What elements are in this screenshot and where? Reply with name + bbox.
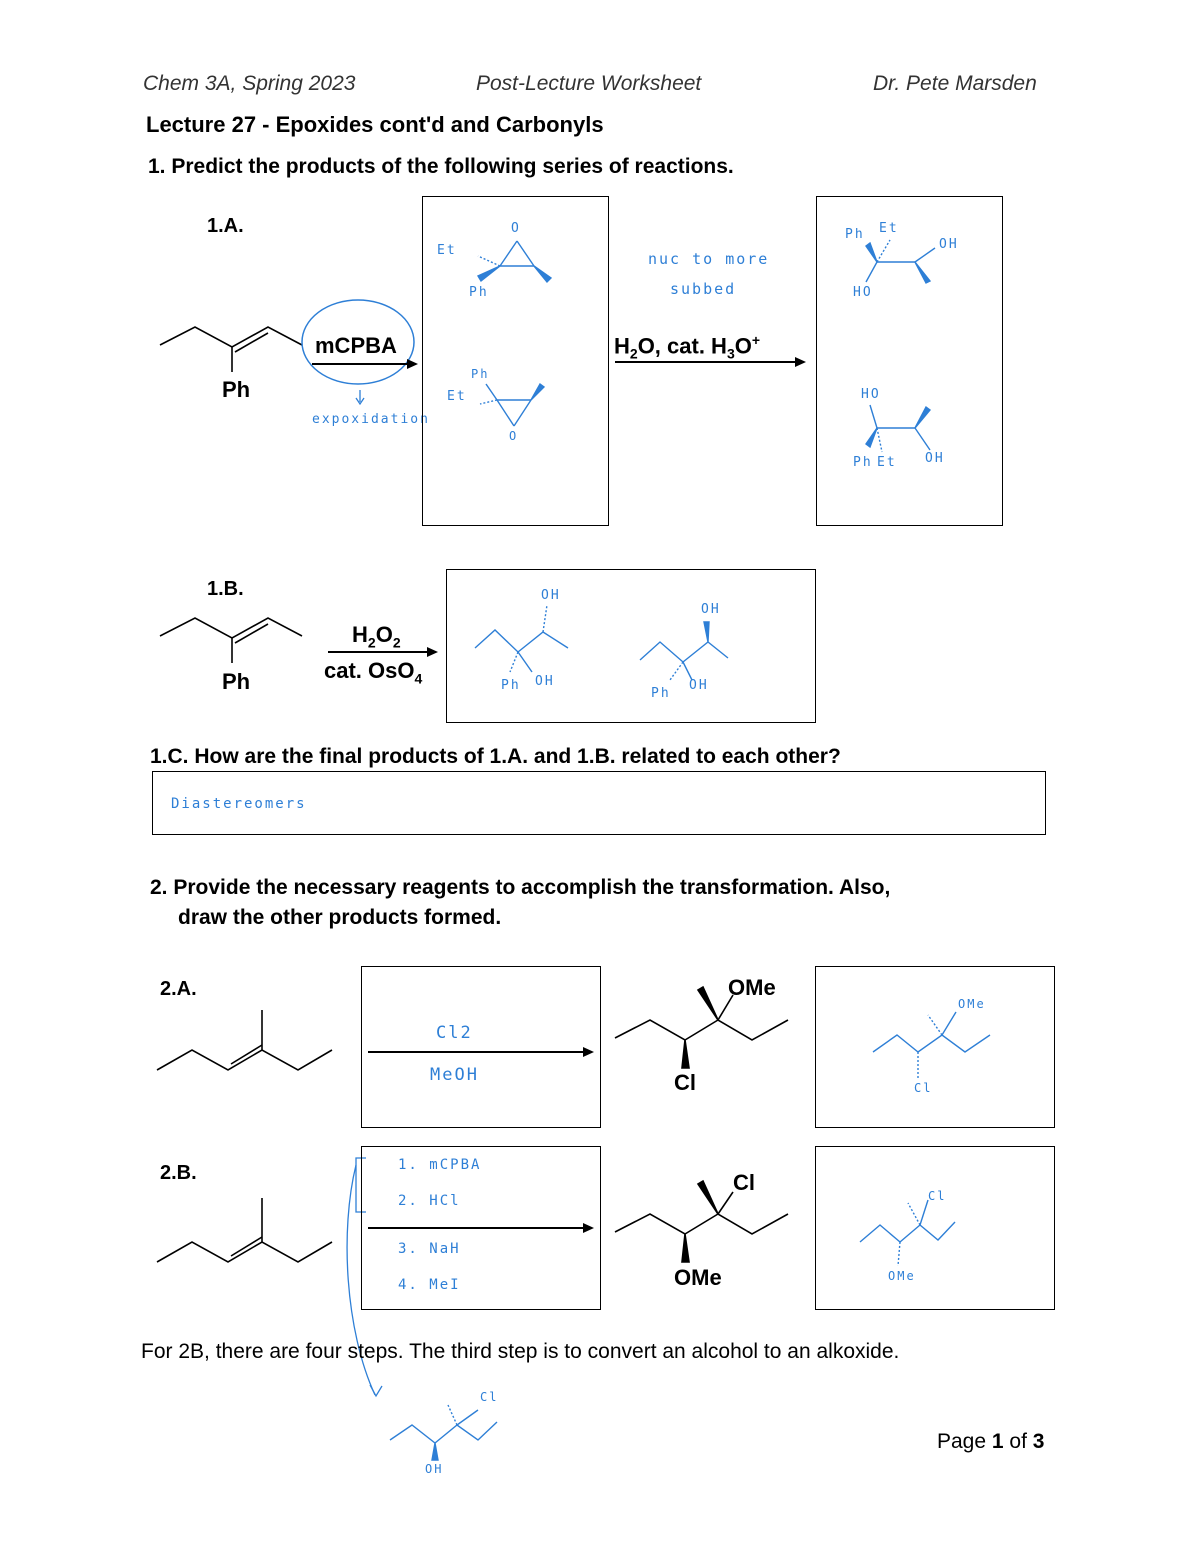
diol-2-ph: Ph: [853, 455, 873, 470]
question-2-prompt-line2: draw the other products formed.: [178, 906, 502, 929]
page-number: Page 1 of 3: [937, 1430, 1045, 1453]
lecture-title: Lecture 27 - Epoxides cont'd and Carbonyls: [146, 112, 604, 137]
reagent-mcpba: mCPBA: [315, 333, 397, 358]
epoxide-1-o: O: [511, 221, 521, 236]
epoxide-answer-box: [422, 196, 609, 526]
substituent-1b: Ph: [222, 669, 251, 694]
diol-2-oh: OH: [925, 451, 945, 466]
diol-1b-2-ph: Ph: [651, 686, 671, 701]
intermediate-2b: [390, 1405, 497, 1460]
question-2-prompt-line1: 2. Provide the necessary reagents to accomplish the transformation. Also,: [150, 876, 891, 899]
product-2a-cl: Cl: [674, 1070, 696, 1095]
hint-note: For 2B, there are four steps. The third step is to convert an alcohol to an alkoxide.: [141, 1340, 900, 1363]
step-2: 2. HCl: [398, 1193, 461, 1209]
product-2b: [615, 1181, 788, 1262]
reactant-2b: [157, 1198, 332, 1262]
epoxide-2-et: Et: [447, 389, 467, 404]
reactant-2a: [157, 1010, 332, 1070]
diol-1b-1-ph: Ph: [501, 678, 521, 693]
course-header: Chem 3A, Spring 2023: [143, 72, 356, 95]
answer-1c-text: Diastereomers: [171, 796, 307, 812]
other-product-2b-box[interactable]: [815, 1146, 1055, 1310]
label-2b: 2.B.: [160, 1162, 197, 1184]
reagent-peroxide: $H_2O_2$: [352, 622, 401, 651]
substituent-1a: Ph: [222, 377, 251, 402]
other-2a-cl: Cl: [914, 1081, 933, 1095]
diol-1-oh: OH: [939, 237, 959, 252]
intermediate-oh: OH: [425, 1462, 444, 1476]
instructor-header: Dr. Pete Marsden: [873, 72, 1037, 95]
epoxide-2-o: O: [509, 429, 519, 443]
nucleophile-note-1: nuc to more: [648, 250, 770, 268]
reagent-oso4: cat. OsO$_4$: [324, 658, 423, 687]
question-1c-prompt: 1.C. How are the final products of 1.A. and 1.B. related to each other?: [150, 745, 841, 768]
answer-1c-box[interactable]: [152, 771, 1046, 835]
label-2a: 2.A.: [160, 978, 197, 1000]
other-2b-ome: OMe: [888, 1269, 916, 1283]
reagents-2a-box[interactable]: [361, 966, 601, 1128]
other-2b-cl: Cl: [928, 1189, 947, 1203]
diol-1b-2-oh: OH: [689, 678, 709, 693]
reagent-2a-bottom: MeOH: [430, 1065, 479, 1085]
diol-1-et: Et: [879, 221, 899, 236]
step-4: 4. MeI: [398, 1277, 461, 1293]
reactant-1b: [160, 618, 302, 663]
diol-1b-2-oh-top: OH: [701, 602, 721, 617]
step-1: 1. mCPBA: [398, 1157, 482, 1173]
step-3: 3. NaH: [398, 1241, 461, 1257]
diol-1-ph: Ph: [845, 227, 865, 242]
worksheet-header: Post-Lecture Worksheet: [476, 72, 702, 95]
nucleophile-note-2: subbed: [670, 280, 737, 298]
diol-1b-answer-box: [446, 569, 816, 723]
reactant-1a: [160, 327, 302, 372]
product-2b-cl: Cl: [733, 1170, 755, 1195]
diol-1-ho: HO: [853, 285, 873, 300]
diol-1b-1-oh: OH: [535, 674, 555, 689]
diol-1b-1-oh-top: OH: [541, 588, 561, 603]
reagents-2b-box[interactable]: [361, 1146, 601, 1310]
question-1-prompt: 1. Predict the products of the following series of reactions.: [148, 155, 734, 178]
other-2a-ome: OMe: [958, 997, 986, 1011]
reagent-2a-top: Cl2: [436, 1023, 473, 1043]
epoxide-1-ph: Ph: [469, 285, 489, 300]
reagent-acid-water: $H_2O$, cat. $H_3O^+$: [614, 332, 761, 362]
intermediate-cl: Cl: [480, 1390, 499, 1404]
diol-2-ho: HO: [861, 387, 881, 402]
epoxide-1-et: Et: [437, 243, 457, 258]
epoxidation-note: expoxidation: [312, 412, 430, 427]
diol-2-et: Et: [877, 455, 897, 470]
diol-answer-box: [816, 196, 1003, 526]
other-product-2a-box[interactable]: [815, 966, 1055, 1128]
epoxide-2-ph: Ph: [471, 367, 490, 381]
label-1b: 1.B.: [207, 578, 244, 600]
product-2b-ome: OMe: [674, 1265, 722, 1290]
label-1a: 1.A.: [207, 215, 244, 237]
product-2a-ome: OMe: [728, 975, 776, 1000]
